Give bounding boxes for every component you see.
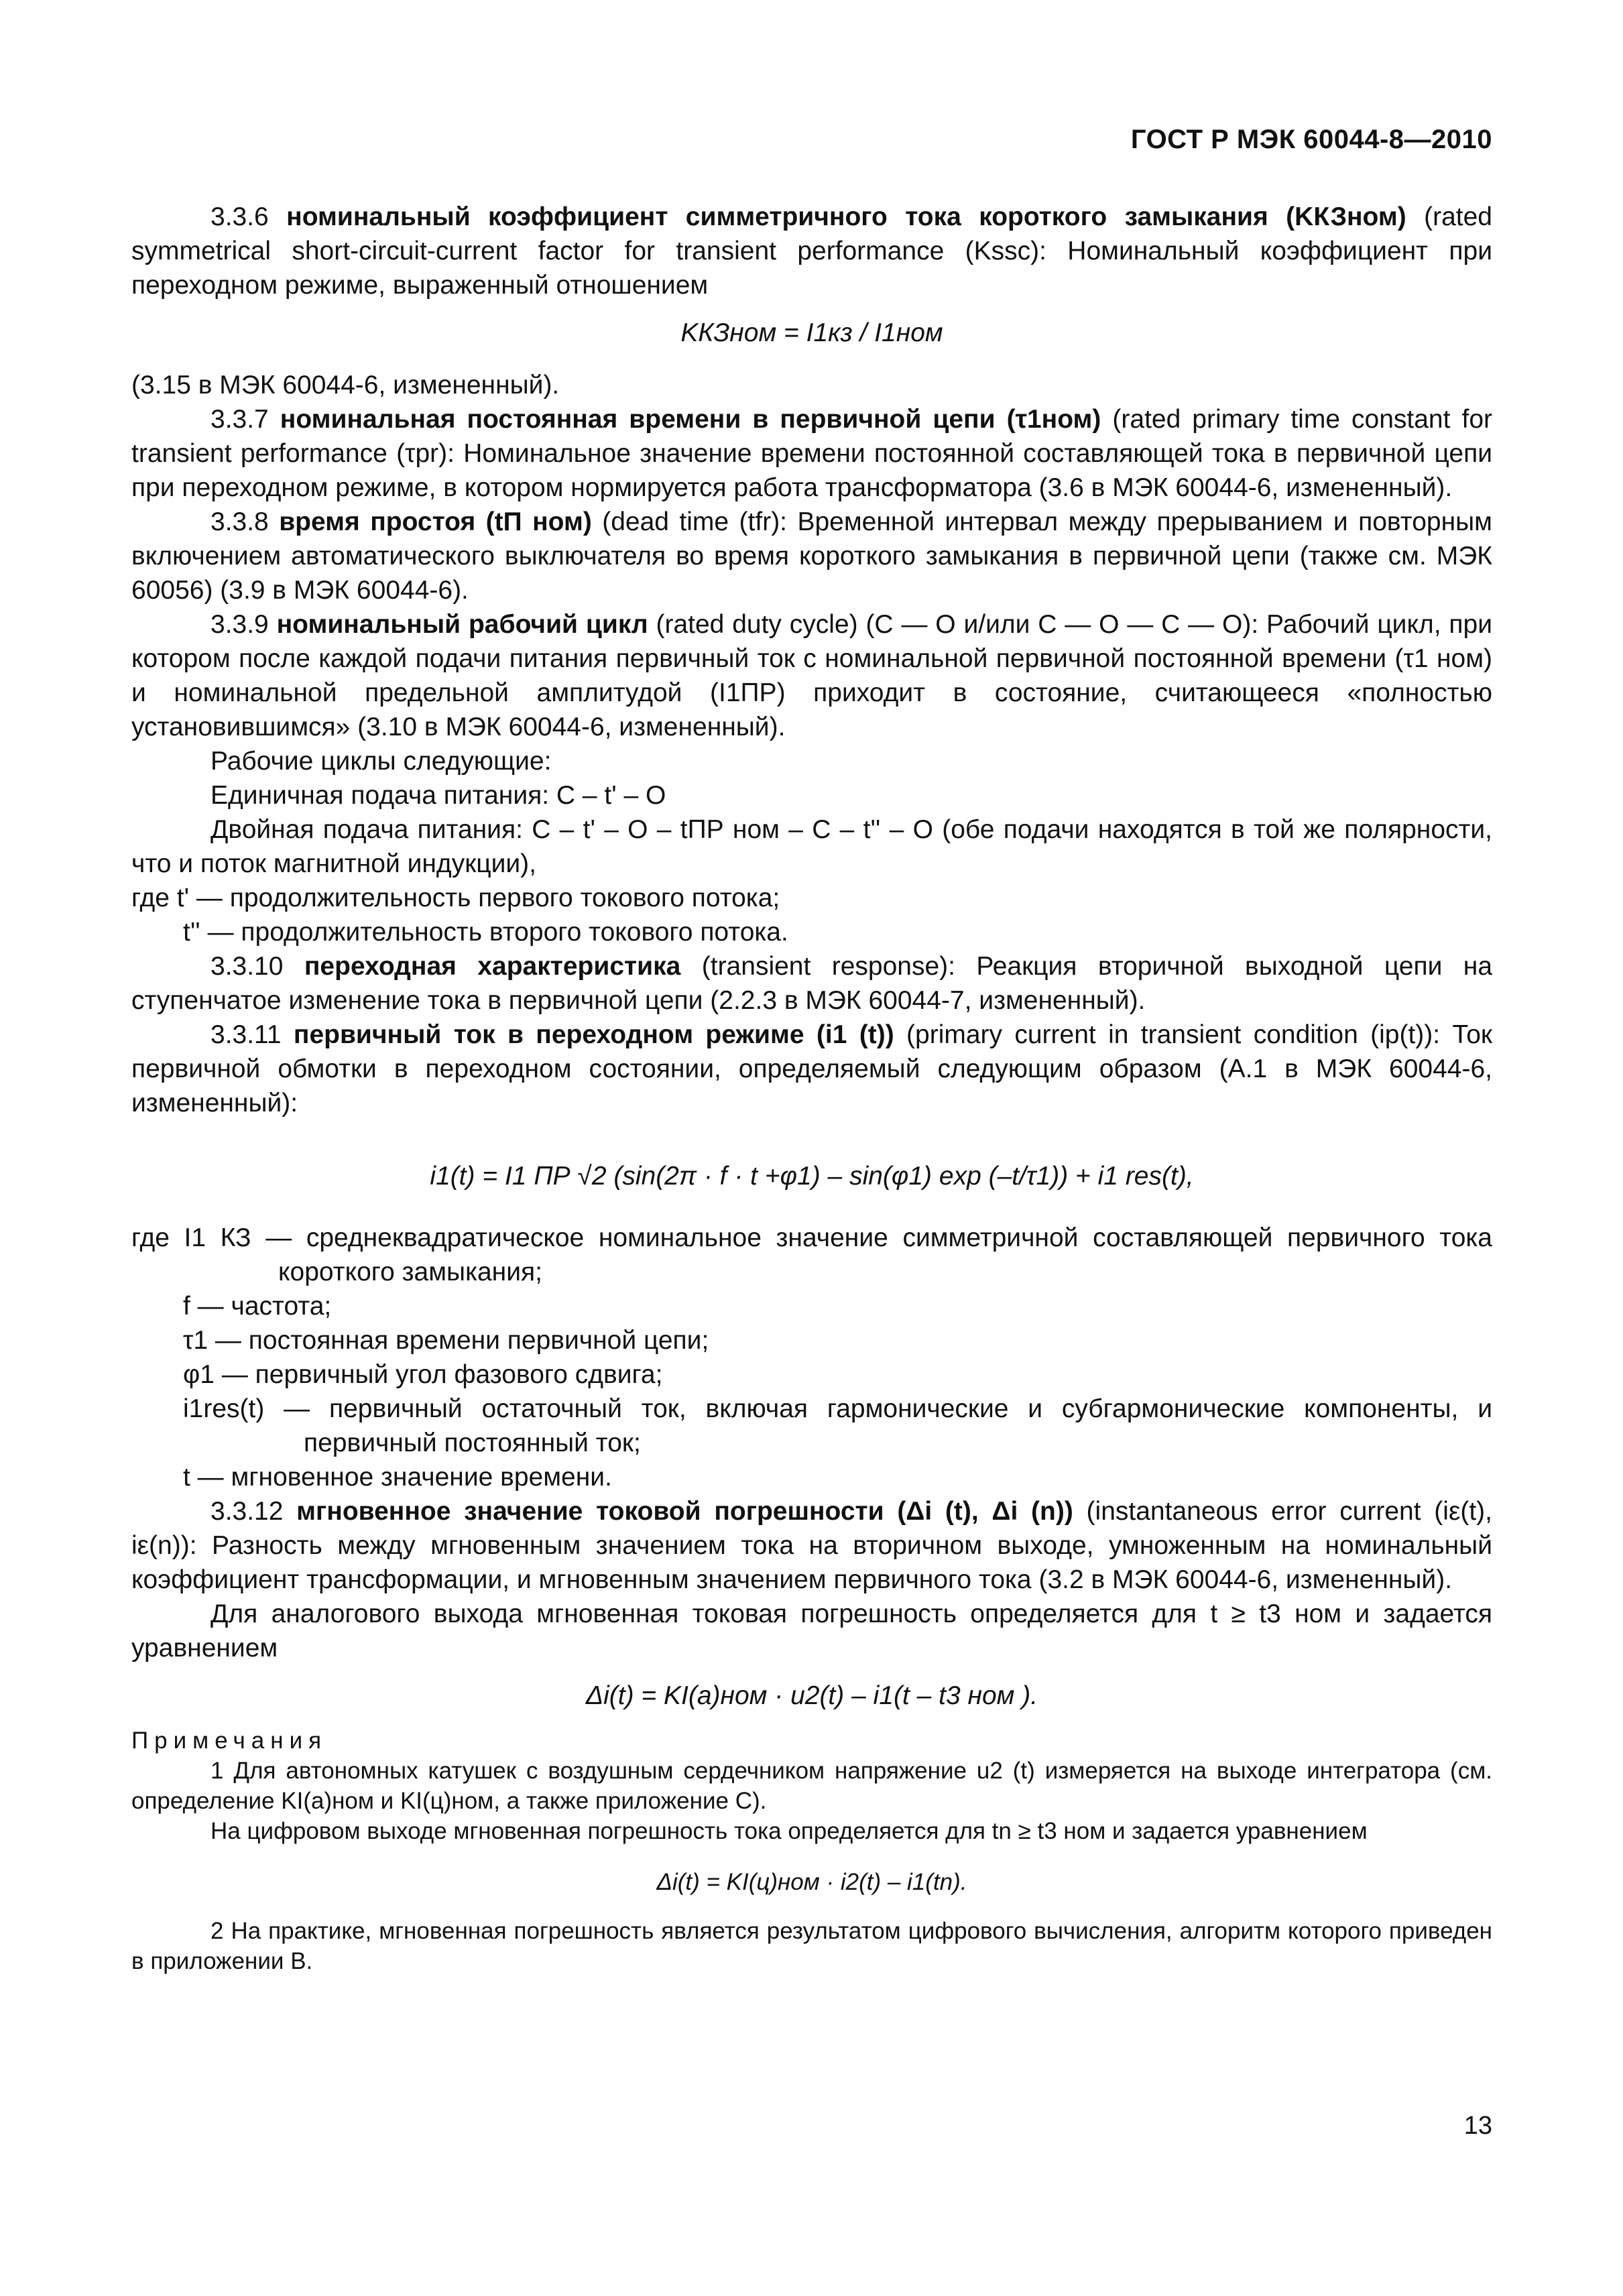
definition-3-3-12	[131, 1494, 1492, 1597]
definition-text: (transient response): Реакция вторичной выходной цепи на ступенчатое изменение тока в первичной цепи (2.2.3 в МЭК 60044-7, измененный).	[131, 952, 1493, 1015]
definition-text: (instantaneous error current (iε(t), iε(n)): Разность между мгновенным значением тока на вторичном выходе, умноженным на номинальный коэффициент трансформации, и мгновенным значением первичного тока (3.2 в МЭК 60044-6, измененный).	[131, 1497, 1492, 1594]
definition-3-3-10	[131, 949, 1492, 1018]
cycle-double: Двойная подача питания: С – t' – О – tПР ном – С – t'' – О (обе подачи находятся в той же полярности, что и поток магнитной индукции),	[131, 815, 1492, 878]
definition-3-3-9	[131, 607, 1492, 744]
term-bold: переходная характеристика	[304, 952, 681, 981]
definition-text: (dead time (tfr): Временной интервал между прерыванием и повторным включением автоматического выключателя во время короткого замыкания в первичной цепи (также см. МЭК 60056) (3.9 в МЭК 60044-6).	[131, 507, 1492, 605]
clause-number: 3.3.10	[211, 952, 284, 981]
clause-number: 3.3.11	[211, 1020, 282, 1049]
where-item: f — частота;	[183, 1292, 332, 1321]
term-bold: первичный ток в переходном режиме (i1 (t))	[293, 1020, 894, 1049]
where-item: где I1 КЗ — среднеквадратическое номинальное значение симметричной составляющей первичного тока короткого замыкания;	[131, 1223, 1492, 1286]
formula-primary-current: i1(t) = I1 ПР √2 (sin(2π · f · t +φ1) – sin(φ1) exp (–t/τ1)) + i1 res(t),	[430, 1162, 1194, 1191]
clause-number: 3.3.9	[211, 610, 269, 639]
document-page	[131, 0, 1492, 2296]
where-item: τ1 — постоянная времени первичной цепи;	[183, 1326, 709, 1355]
clause-number: 3.3.8	[211, 507, 269, 536]
analog-output-text: Для аналогового выхода мгновенная токовая погрешность определяется для t ≥ t3 ном и задается уравнением	[131, 1599, 1492, 1663]
cycles-intro: Рабочие циклы следующие:	[211, 747, 552, 776]
definition-3-3-8	[131, 505, 1492, 607]
definition-3-3-6	[131, 200, 1492, 302]
where-item: φ1 — первичный угол фазового сдвига;	[183, 1360, 663, 1389]
where-t1: где t' — продолжительность первого токового потока;	[131, 884, 780, 912]
term-bold: номинальный коэффициент симметричного тока короткого замыкания (KКЗном)	[286, 202, 1406, 231]
definition-text: (rated symmetrical short-circuit-current factor for transient performance (Kssc): Номинальный коэффициент при переходном режиме, выраженный отношением	[131, 202, 1492, 300]
term-bold: мгновенное значение токовой погрешности (Δi (t), Δi (n))	[296, 1497, 1073, 1526]
cycle-single: Единичная подача питания: С – t' – О	[211, 781, 666, 810]
definition-3-3-11	[131, 1018, 1492, 1120]
clause-number: 3.3.7	[211, 405, 269, 434]
definition-3-3-6-reference: (3.15 в МЭК 60044-6, измененный).	[131, 371, 560, 400]
formula-digital-error: Δi(t) = KI(ц)ном · i2(t) – i1(tn).	[656, 1869, 967, 1895]
definition-text: (rated primary time constant for transient performance (τpr): Номинальное значение времени постоянной составляющей тока в первичной цепи при переходном режиме, в котором нормируется работа трансформатора (3.6 в МЭК 60044-6, измененный).	[131, 405, 1492, 502]
note-1: 1 Для автономных катушек с воздушным сердечником напряжение u2 (t) измеряется на выходе интегратора (см. определение KI(a)ном и KI(ц)ном, а также приложение С).	[131, 1758, 1492, 1814]
definition-text: (rated duty cycle) (С — О и/или С — О — С — О): Рабочий цикл, при котором после каждой подачи питания первичный ток с номинальной первичной постоянной времени (τ1 ном) и номинальной предельной амплитудой (I1ПР) приходит в состояние, считающееся «полностью установившимся» (3.10 в МЭК 60044-6, измененный).	[131, 610, 1493, 741]
clause-number: 3.3.12	[211, 1497, 284, 1526]
formula-analog-error: Δi(t) = KI(a)ном · u2(t) – i1(t – t3 ном ).	[585, 1681, 1038, 1710]
standard-header: ГОСТ Р МЭК 60044-8—2010	[1130, 125, 1492, 154]
where-t2: t'' — продолжительность второго токового потока.	[183, 918, 788, 947]
notes-title: Примечания	[131, 1728, 328, 1754]
document-body	[131, 200, 1492, 1976]
note-1-digital: На цифровом выходе мгновенная погрешность тока определяется для tn ≥ t3 ном и задается уравнением	[211, 1818, 1368, 1844]
formula-kkz: KКЗном = I1кз / I1ном	[680, 318, 943, 347]
term-bold: время простоя (tП ном)	[279, 507, 592, 536]
page-number: 13	[1463, 2112, 1492, 2140]
note-2: 2 На практике, мгновенная погрешность является результатом цифрового вычисления, алгоритм которого приведен в приложении В.	[131, 1918, 1492, 1974]
term-bold: номинальная постоянная времени в первичной цепи (τ1ном)	[280, 405, 1101, 434]
where-item: t — мгновенное значение времени.	[183, 1463, 612, 1492]
clause-number: 3.3.6	[211, 202, 269, 231]
definition-3-3-7	[131, 402, 1492, 505]
where-item: i1res(t) — первичный остаточный ток, включая гармонические и субгармонические компоненты, и первичный постоянный ток;	[183, 1394, 1492, 1457]
term-bold: номинальный рабочий цикл	[276, 610, 648, 639]
definition-text: (primary current in transient condition (ip(t)): Ток первичной обмотки в переходном состоянии, определяемый следующим образом (А.1 в МЭК 60044-6, измененный):	[131, 1020, 1492, 1117]
